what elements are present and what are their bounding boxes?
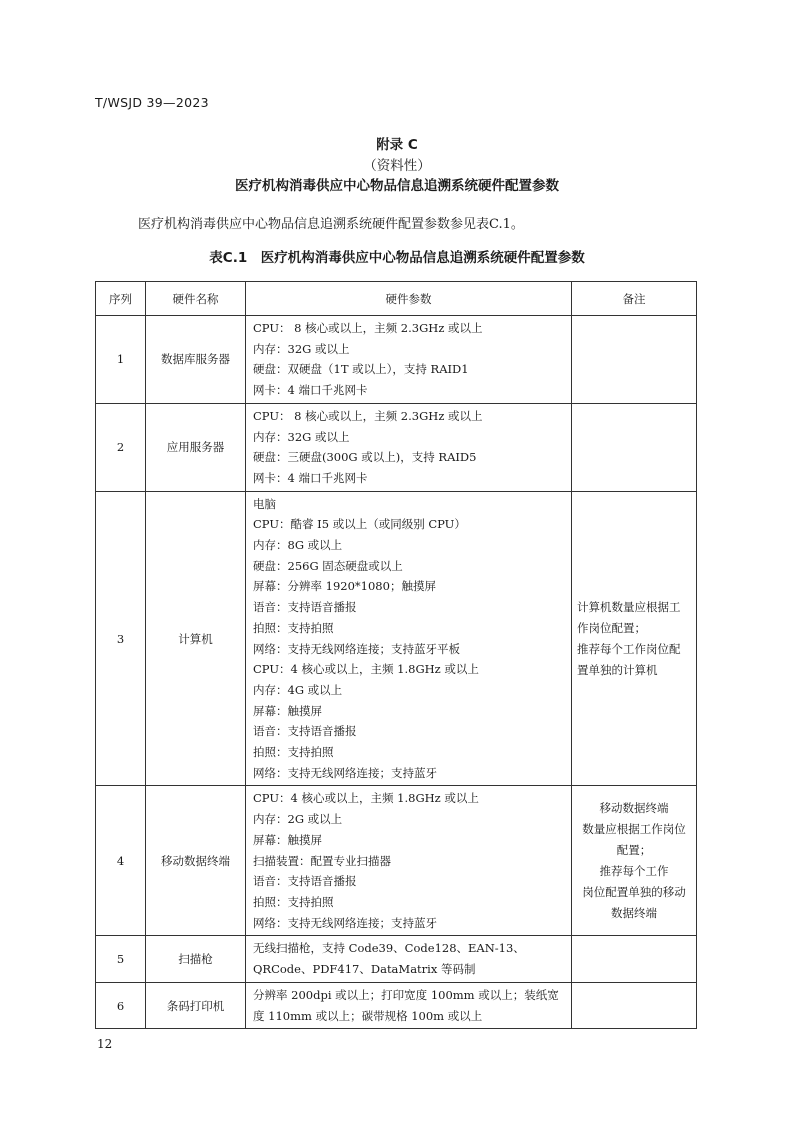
note-line: 数据终端	[611, 905, 657, 920]
param-line: 无线扫描枪，支持 Code39、Code128、EAN-13、QRCode、PDF417、DataMatrix 等码制	[253, 941, 525, 977]
param-line: 网卡：4 端口千兆网卡	[253, 383, 368, 398]
row-params	[246, 316, 572, 404]
intro-paragraph: 医疗机构消毒供应中心物品信息追溯系统硬件配置参数参见表C.1。	[138, 217, 524, 232]
row-seq: 1	[96, 316, 146, 404]
param-line: 屏幕：分辨率 1920*1080；触摸屏	[253, 579, 436, 594]
row-params	[246, 982, 572, 1028]
header-params: 硬件参数	[246, 282, 572, 316]
param-line: 拍照：支持拍照	[253, 894, 334, 909]
table-row	[96, 936, 697, 982]
row-hardware-name: 应用服务器	[146, 403, 246, 491]
header-seq: 序列	[96, 282, 146, 316]
table-row	[96, 982, 697, 1028]
note-line: 岗位配置单独的移动	[582, 884, 686, 899]
param-line: 硬盘：三硬盘(300G 或以上)，支持 RAID5	[253, 450, 477, 465]
param-line: 网络：支持无线网络连接；支持蓝牙	[253, 765, 437, 780]
document-code: T/WSJD 39—2023	[95, 95, 209, 110]
appendix-title: 附录 C	[376, 137, 418, 153]
appendix-type: （资料性）	[363, 158, 431, 174]
row-params	[246, 403, 572, 491]
row-seq: 5	[96, 936, 146, 982]
row-hardware-name: 条码打印机	[146, 982, 246, 1028]
param-line: 语音：支持语音播报	[253, 724, 357, 739]
note-line: 移动数据终端	[599, 800, 669, 815]
param-line: 内存：4G 或以上	[253, 682, 343, 697]
param-line: CPU：4 核心或以上，主频 1.8GHz 或以上	[253, 791, 479, 806]
appendix-name: 医疗机构消毒供应中心物品信息追溯系统硬件配置参数	[235, 178, 559, 194]
param-line: 内存：8G 或以上	[253, 538, 343, 553]
param-line: 屏幕：触摸屏	[253, 832, 322, 847]
param-line: 电脑	[253, 496, 276, 511]
param-line: CPU： 8 核心或以上，主频 2.3GHz 或以上	[253, 321, 483, 335]
table-caption: 表C.1 医疗机构消毒供应中心物品信息追溯系统硬件配置参数	[209, 250, 585, 266]
note-line: 推荐每个工作	[599, 863, 669, 878]
row-hardware-name: 扫描枪	[146, 936, 246, 982]
table-row	[96, 786, 697, 936]
row-params	[246, 936, 572, 982]
table-row	[96, 491, 697, 786]
header-name: 硬件名称	[146, 282, 246, 316]
row-seq: 4	[96, 786, 146, 936]
param-line: CPU： 8 核心或以上，主频 2.3GHz 或以上	[253, 408, 483, 423]
param-line: 网卡：4 端口千兆网卡	[253, 470, 368, 485]
param-line: 内存：32G 或以上	[253, 429, 350, 444]
note-line: 计算机数量应根据工	[577, 599, 681, 614]
param-line: 扫描装置：配置专业扫描器	[253, 853, 391, 868]
param-line: 分辨率 200dpi 或以上；打印宽度 100mm 或以上；装纸宽度 110mm 或以上；碳带规格 100m 或以上	[253, 987, 559, 1023]
row-seq: 2	[96, 403, 146, 491]
param-line: CPU：酷睿 I5 或以上（或同级别 CPU）	[253, 517, 466, 532]
row-hardware-name: 计算机	[146, 491, 246, 786]
row-params	[246, 491, 572, 786]
row-note	[572, 491, 697, 786]
param-line: 硬盘：256G 固态硬盘或以上	[253, 558, 403, 573]
hardware-spec-table	[95, 281, 697, 1029]
row-seq: 6	[96, 982, 146, 1028]
note-line: 作岗位配置；	[577, 620, 646, 635]
row-seq: 3	[96, 491, 146, 786]
table-row	[96, 316, 697, 404]
table-header-row	[96, 282, 697, 316]
note-line: 配置；	[616, 842, 652, 857]
header-note: 备注	[572, 282, 697, 316]
row-note	[572, 403, 697, 491]
note-line: 推荐每个工作岗位配	[577, 641, 681, 656]
row-hardware-name: 数据库服务器	[146, 316, 246, 404]
param-line: 内存：2G 或以上	[253, 812, 343, 827]
row-note	[572, 316, 697, 404]
note-line: 数量应根据工作岗位	[582, 821, 686, 836]
param-line: 内存：32G 或以上	[253, 341, 350, 356]
param-line: 拍照：支持拍照	[253, 745, 334, 760]
param-line: 屏幕：触摸屏	[253, 703, 322, 718]
table-row	[96, 403, 697, 491]
row-note	[572, 936, 697, 982]
param-line: 语音：支持语音播报	[253, 874, 357, 889]
page-number: 12	[97, 1037, 113, 1051]
row-note	[572, 982, 697, 1028]
param-line: CPU：4 核心或以上，主频 1.8GHz 或以上	[253, 662, 479, 677]
row-hardware-name: 移动数据终端	[146, 786, 246, 936]
row-params	[246, 786, 572, 936]
param-line: 拍照：支持拍照	[253, 620, 334, 635]
param-line: 硬盘：双硬盘（1T 或以上），支持 RAID1	[253, 362, 469, 377]
param-line: 语音：支持语音播报	[253, 600, 357, 615]
param-line: 网络：支持无线网络连接；支持蓝牙平板	[253, 641, 460, 656]
note-line: 置单独的计算机	[577, 662, 658, 677]
row-note	[572, 786, 697, 936]
param-line: 网络：支持无线网络连接；支持蓝牙	[253, 915, 437, 930]
